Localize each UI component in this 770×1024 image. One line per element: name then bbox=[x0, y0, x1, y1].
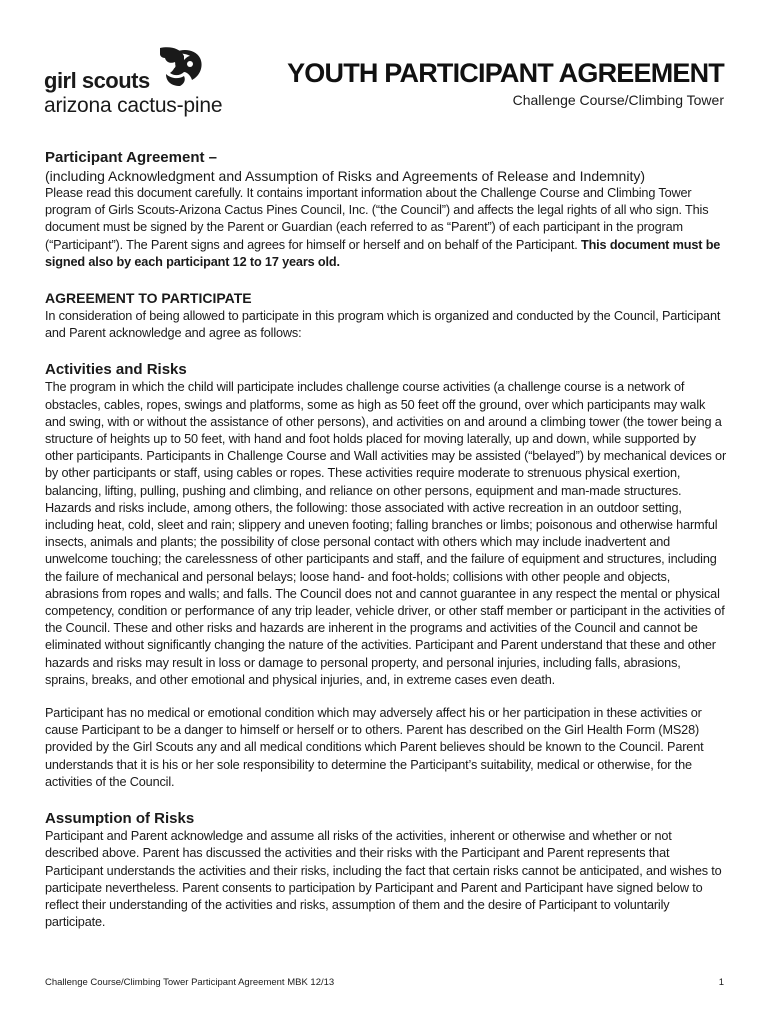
activities-paragraph-2: Participant has no medical or emotional condition which may adversely affect his or her participation in these activities or cause Participant to be a danger to himself or herself or to others. Parent has described on the Girl Health Form (MS28) provided by the Girl Scouts any and all medical conditions which Parent believes should be known to the Council. Parent understands that it is his or her sole responsibility to determine the Participant’s suitability, medical or otherwise, for the activities of the Council. bbox=[45, 706, 704, 789]
document-title: YOUTH PARTICIPANT AGREEMENT bbox=[287, 58, 724, 88]
assumption-paragraph: Participant and Parent acknowledge and assume all risks of the activities, inherent or otherwise and whether or not described above. Parent has discussed the activities and their risks with the Participant and Parent represents that Participant understands the activities and their risks, including the fact that certain risks cannot be anticipated, and wishes to participate nevertheless. Parent consents to participation by Participant and Parent and Participant have signed below to reflect their understanding of the activities and risks, assumption of them and the desire of Participant to voluntarily participate. bbox=[45, 829, 722, 930]
intro-paragraph bbox=[45, 185, 727, 271]
trefoil-profiles-icon bbox=[140, 46, 210, 86]
assumption-heading: Assumption of Risks bbox=[45, 810, 195, 828]
document-subtitle: Challenge Course/Climbing Tower bbox=[512, 92, 724, 108]
intro-emphasis: This document must be signed also by each participant 12 to 17 years old. bbox=[45, 237, 721, 269]
council-logo bbox=[44, 46, 244, 118]
intro-body: Please read this document carefully. It contains important information about the Challenge Course and Climbing Tower program of Girls Scouts-Arizona Cactus Pines Council, Inc. (“the Council”) and affects the legal rights of all who sign. This document must be signed by the Parent or Guardian (each referred to as “Parent”) of each participant in the program (“Participant”). The Parent signs and agrees for himself or herself and on behalf of the Participant. bbox=[45, 186, 709, 252]
intro-subheading: (including Acknowledgment and Assumption of Risks and Agreements of Release and Indemnity) bbox=[45, 168, 646, 184]
logo-wordmark: girl scouts bbox=[44, 68, 150, 93]
agreement-paragraph: In consideration of being allowed to participate in this program which is organized and conducted by the Council, Participant and Parent acknowledge and agree as follows: bbox=[45, 309, 721, 341]
document-body bbox=[45, 148, 727, 931]
logo-council-name: arizona cactus-pine bbox=[44, 94, 223, 117]
intro-heading: Participant Agreement – bbox=[45, 149, 217, 166]
activities-paragraph-1: The program in which the child will participate includes challenge course activities (a challenge course is a network of obstacles, cables, ropes, swings and platforms, some as high as 50 feet off the ground, over which participants may walk and swing, with or without the assistance of other persons), and activities on and around a climbing tower (the tower being a structure of heights up to 50 feet, with hand and foot holds placed for moving laterally, up and down, while supported by other participants. Participants in Challenge Course and Wall activities may be assisted (“belayed”) by mechanical devices or by other participants or staff, using cables or ropes. These activities require moderate to strenuous physical exertion, balancing, lifting, pulling, pushing and climbing, and reliance on other persons, equipment and man-made structures. Hazards and risks include, among others, the following: those associated with active recreation in an outdoor setting, including heat, cold, sleet and rain; slippery and uneven footing; falling branches or limbs; poisonous and otherwise harmful insects, animals and plants; the possibility of close personal contact with others which may include inadvertent and unwelcome touching; the carelessness of other participants and staff, and the failure of equipment and structures, including the failure of mechanical and personal belays; loose hand- and foot-holds; collisions with other people and objects, abrasions from ropes and walls; and falls. The Council does not and cannot guarantee in any respect the mental or physical competency, condition or performance of any trip leader, vehicle driver, or other staff member or participant in the activities of the Council. These and other risks and hazards are inherent in the programs and activities of the Council and cannot be eliminated without significantly changing the nature of the activities. Participant and Parent understand that these and other hazards and risks may result in loss or damage to personal property, and personal injuries, including falls, abrasions, sprains, breaks, and other emotional and physical injuries, and, in extreme cases even death. bbox=[45, 380, 727, 687]
activities-heading: Activities and Risks bbox=[45, 361, 187, 379]
footer-document-id: Challenge Course/Climbing Tower Participant Agreement MBK 12/13 bbox=[45, 977, 335, 988]
footer-page-number: 1 bbox=[718, 977, 724, 988]
agreement-heading: AGREEMENT TO PARTICIPATE bbox=[45, 290, 252, 307]
